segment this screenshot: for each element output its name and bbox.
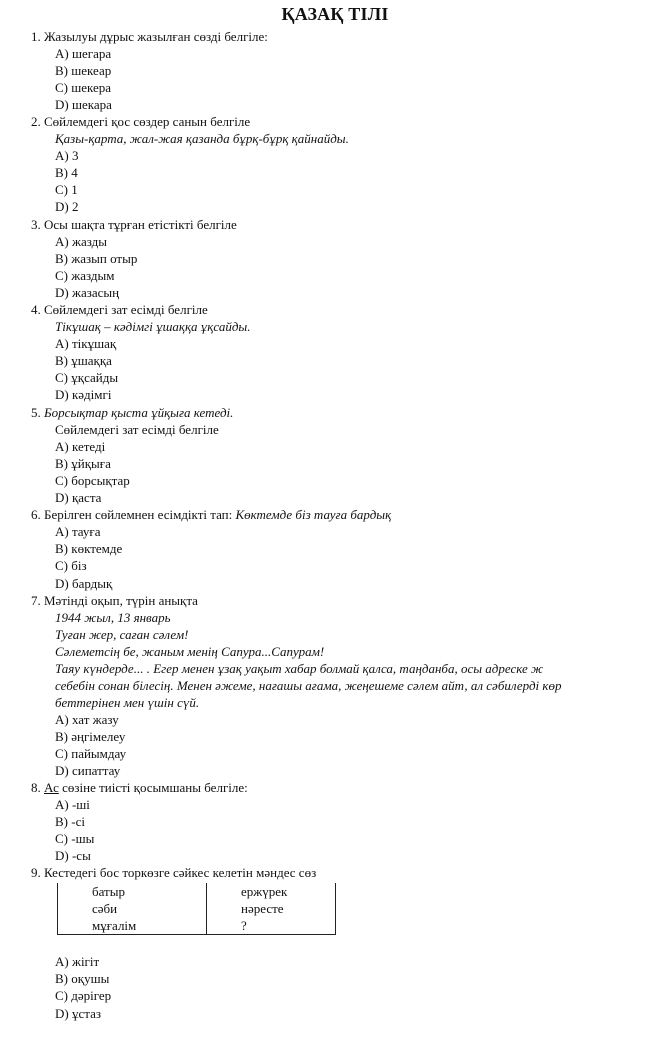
question-9-text: 9. Кестедегі бос торкөзге сәйкес келетін мәндес сөз xyxy=(31,865,317,880)
q6-option-b[interactable]: B) көктемде xyxy=(55,541,123,556)
question-8-line xyxy=(31,780,248,796)
q8-option-b[interactable]: B) -сі xyxy=(55,814,85,829)
question-7-text: 7. Мәтінді оқып, түрін анықта xyxy=(31,593,198,608)
q8-option-a[interactable]: A) -ші xyxy=(55,797,90,812)
q7-option-c[interactable]: C) пайымдау xyxy=(55,746,127,761)
table-row xyxy=(58,900,336,917)
q5-option-a[interactable]: A) кетеді xyxy=(55,439,106,454)
q4-option-d[interactable]: D) кәдімгі xyxy=(55,387,112,402)
question-5-text: Сөйлемдегі зат есімді белгіле xyxy=(55,422,219,437)
q7-option-d[interactable]: D) сипаттау xyxy=(55,763,121,778)
table-cell: ержүрек xyxy=(207,883,336,900)
table-cell: нәресте xyxy=(207,900,336,917)
question-4-sentence: Тікұшақ – кәдімгі ұшаққа ұқсайды. xyxy=(55,319,251,334)
question-5-number: 5. xyxy=(31,405,44,420)
q3-option-d[interactable]: D) жазасың xyxy=(55,285,120,300)
question-2-text: 2. Сөйлемдегі қос сөздер санын белгіле xyxy=(31,114,251,129)
letter-greeting: Туған жер, саған сәлем! xyxy=(55,627,189,642)
question-8-word: Ас xyxy=(44,780,59,795)
table-cell: мұғалім xyxy=(58,917,207,935)
question-2-sentence: Қазы-қарта, жал-жая қазанда бұрқ-бұрқ қайнайды. xyxy=(55,131,349,146)
q6-option-c[interactable]: C) біз xyxy=(55,558,87,573)
q5-option-b[interactable]: B) ұйқыға xyxy=(55,456,111,471)
table-cell: сәби xyxy=(58,900,207,917)
letter-body-line-2: себебін сонан білесің. Менен әжеме, нағашы ағама, жеңешеме сәлем айт, ал сәбилерді көр xyxy=(55,678,562,693)
table-cell: батыр xyxy=(58,883,207,900)
question-3-text: 3. Осы шақта тұрған етістікті белгіле xyxy=(31,217,237,232)
q6-option-a[interactable]: A) тауға xyxy=(55,524,101,539)
q2-option-d[interactable]: D) 2 xyxy=(55,199,79,214)
question-6-line xyxy=(31,507,391,523)
question-6-sentence: Көктемде біз тауға бардық xyxy=(235,507,392,522)
q9-option-c[interactable]: C) дәрігер xyxy=(55,988,112,1003)
q8-option-d[interactable]: D) -сы xyxy=(55,848,91,863)
table-cell: ? xyxy=(207,917,336,935)
q1-option-c[interactable]: C) шекера xyxy=(55,80,112,95)
q4-option-a[interactable]: A) тікұшақ xyxy=(55,336,117,351)
question-4-text: 4. Сөйлемдегі зат есімді белгіле xyxy=(31,302,208,317)
question-5-line xyxy=(31,405,233,421)
q3-option-b[interactable]: B) жазып отыр xyxy=(55,251,138,266)
q1-option-d[interactable]: D) шекара xyxy=(55,97,112,112)
synonym-table xyxy=(57,883,336,935)
q7-option-b[interactable]: B) әңгімелеу xyxy=(55,729,126,744)
q5-option-c[interactable]: C) борсықтар xyxy=(55,473,130,488)
letter-date: 1944 жыл, 13 январь xyxy=(55,610,171,625)
q4-option-b[interactable]: B) ұшаққа xyxy=(55,353,112,368)
question-8-text: сөзіне тиісті қосымшаны белгіле: xyxy=(58,780,248,795)
q5-option-d[interactable]: D) қаста xyxy=(55,490,102,505)
q7-option-a[interactable]: A) хат жазу xyxy=(55,712,119,727)
q3-option-a[interactable]: A) жазды xyxy=(55,234,107,249)
page-title: ҚАЗАҚ ТІЛІ xyxy=(281,4,389,24)
q2-option-b[interactable]: B) 4 xyxy=(55,165,78,180)
table-row xyxy=(58,917,336,935)
letter-body-line-3: беттерінен мен үшін сүй. xyxy=(55,695,200,710)
q1-option-b[interactable]: B) шекеар xyxy=(55,63,112,78)
q6-option-d[interactable]: D) бардық xyxy=(55,576,113,591)
question-5-sentence: Борсықтар қыста ұйқыға кетеді. xyxy=(44,405,234,420)
question-1-text: 1. Жазылуы дұрыс жазылған сөзді белгіле: xyxy=(31,29,268,44)
q3-option-c[interactable]: C) жаздым xyxy=(55,268,115,283)
q9-option-d[interactable]: D) ұстаз xyxy=(55,1006,101,1021)
letter-salutation: Сәлеметсің бе, жаным менің Сапура...Сапурам! xyxy=(55,644,325,659)
q8-option-c[interactable]: C) -шы xyxy=(55,831,95,846)
q1-option-a[interactable]: A) шегара xyxy=(55,46,112,61)
q4-option-c[interactable]: C) ұқсайды xyxy=(55,370,119,385)
q9-option-a[interactable]: A) жігіт xyxy=(55,954,100,969)
question-6-text: 6. Берілген сөйлемнен есімдікті тап: xyxy=(31,507,236,522)
letter-body-line-1: Таяу күндерде... . Егер менен ұзақ уақыт хабар болмай қалса, таңданба, осы адреске ж xyxy=(55,661,544,676)
table-row xyxy=(58,883,336,900)
q2-option-a[interactable]: A) 3 xyxy=(55,148,79,163)
q9-option-b[interactable]: B) оқушы xyxy=(55,971,110,986)
q2-option-c[interactable]: C) 1 xyxy=(55,182,78,197)
question-8-number: 8. xyxy=(31,780,44,795)
